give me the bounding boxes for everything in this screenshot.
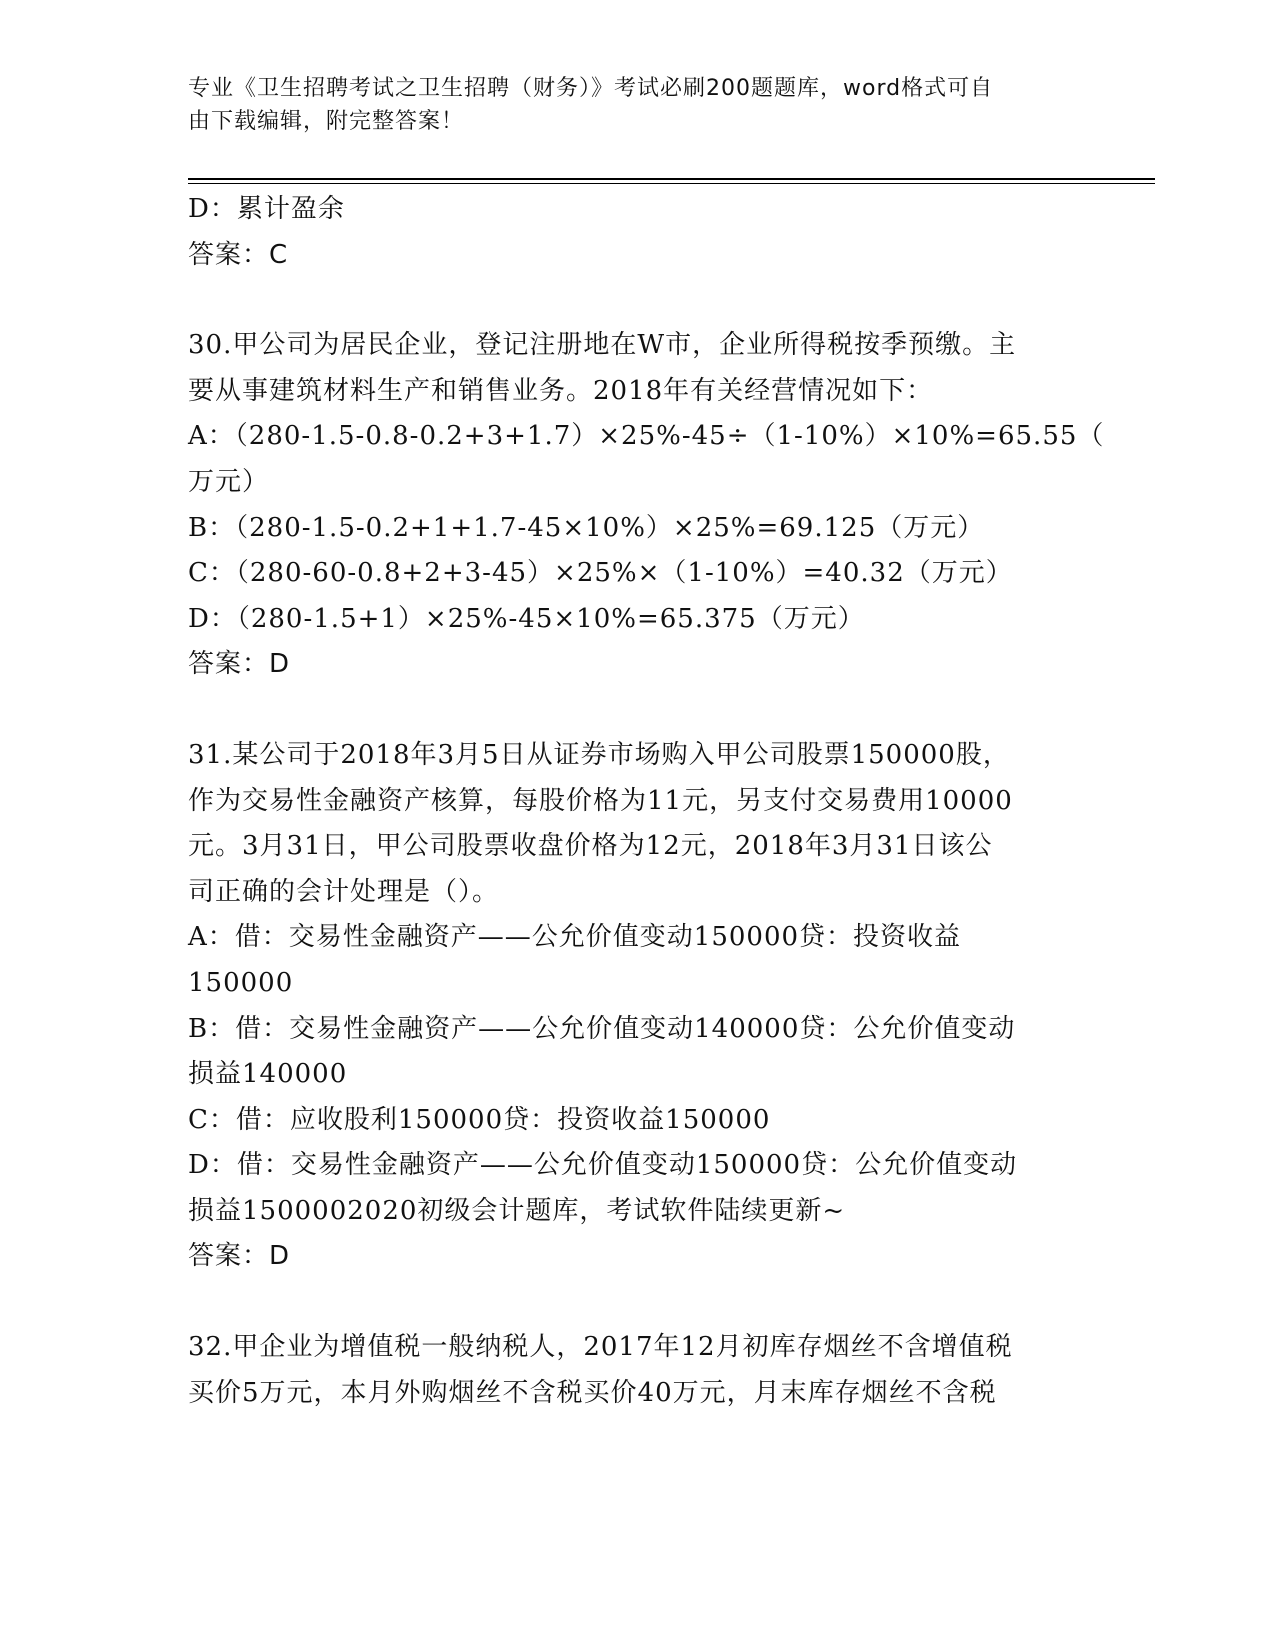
document-header [188, 72, 1068, 138]
q30-option-d: D：（280-1.5+1）×25%-45×10%=65.375（万元） [188, 603, 865, 634]
q30-option-a-line-2: 万元） [188, 466, 270, 497]
q31-answer: 答案：D [188, 1241, 291, 1272]
q30-stem-line-2: 要从事建筑材料生产和销售业务。2018年有关经营情况如下： [188, 375, 934, 406]
question-30 [188, 323, 1105, 688]
q31-stem-line-4: 司正确的会计处理是（）。 [188, 876, 500, 907]
header-divider-thin [188, 183, 1155, 184]
q30-option-b: B：（280-1.5-0.2+1+1.7-45×10%）×25%=69.125（万元） [188, 512, 985, 543]
header-divider [188, 178, 1155, 180]
q31-option-a-line-2: 150000 [188, 967, 294, 998]
q32-stem-line-2: 买价5万元，本月外购烟丝不含税买价40万元，月末库存烟丝不含税 [188, 1377, 997, 1408]
q30-answer: 答案：D [188, 649, 291, 680]
q31-option-b-line-1: B：借：交易性金融资产——公允价值变动140000贷：公允价值变动 [188, 1013, 1016, 1044]
q31-stem-line-1: 31.某公司于2018年3月5日从证券市场购入甲公司股票150000股， [188, 739, 1010, 770]
header-line-1: 专业《卫生招聘考试之卫生招聘（财务）》考试必刷200题题库，word格式可自 [188, 76, 994, 101]
q31-option-d-line-2: 损益1500002020初级会计题库，考试软件陆续更新~ [188, 1195, 846, 1226]
question-32 [188, 1325, 1088, 1416]
q30-option-c: C：（280-60-0.8+2+3-45）×25%×（1-10%）=40.32（万元） [188, 558, 1013, 589]
q30-stem-line-1: 30.甲公司为居民企业，登记注册地在W市，企业所得税按季预缴。主 [188, 330, 1017, 361]
q31-stem-line-3: 元。3月31日，甲公司股票收盘价格为12元，2018年3月31日该公 [188, 831, 993, 862]
q31-option-d-line-1: D：借：交易性金融资产——公允价值变动150000贷：公允价值变动 [188, 1150, 1018, 1181]
q31-stem-line-2: 作为交易性金融资产核算，每股价格为11元，另支付交易费用10000 [188, 785, 1013, 816]
question-31 [188, 733, 1088, 1280]
q29-option-d: D：累计盈余 [188, 194, 345, 224]
q31-option-c: C：借：应收股利150000贷：投资收益150000 [188, 1104, 771, 1135]
q31-option-a-line-1: A：借：交易性金融资产——公允价值变动150000贷：投资收益 [188, 922, 962, 953]
q29-answer: 答案：C [188, 239, 289, 270]
question-content [188, 187, 1105, 1416]
q31-option-b-line-2: 损益140000 [188, 1059, 348, 1090]
header-line-2: 由下载编辑，附完整答案！ [188, 109, 465, 134]
q32-stem-line-1: 32.甲企业为增值税一般纳税人，2017年12月初库存烟丝不含增值税 [188, 1332, 1013, 1363]
q30-option-a-line-1: A：（280-1.5-0.8-0.2+3+1.7）×25%-45÷（1-10%）×10%=65.55（ [188, 421, 1105, 452]
